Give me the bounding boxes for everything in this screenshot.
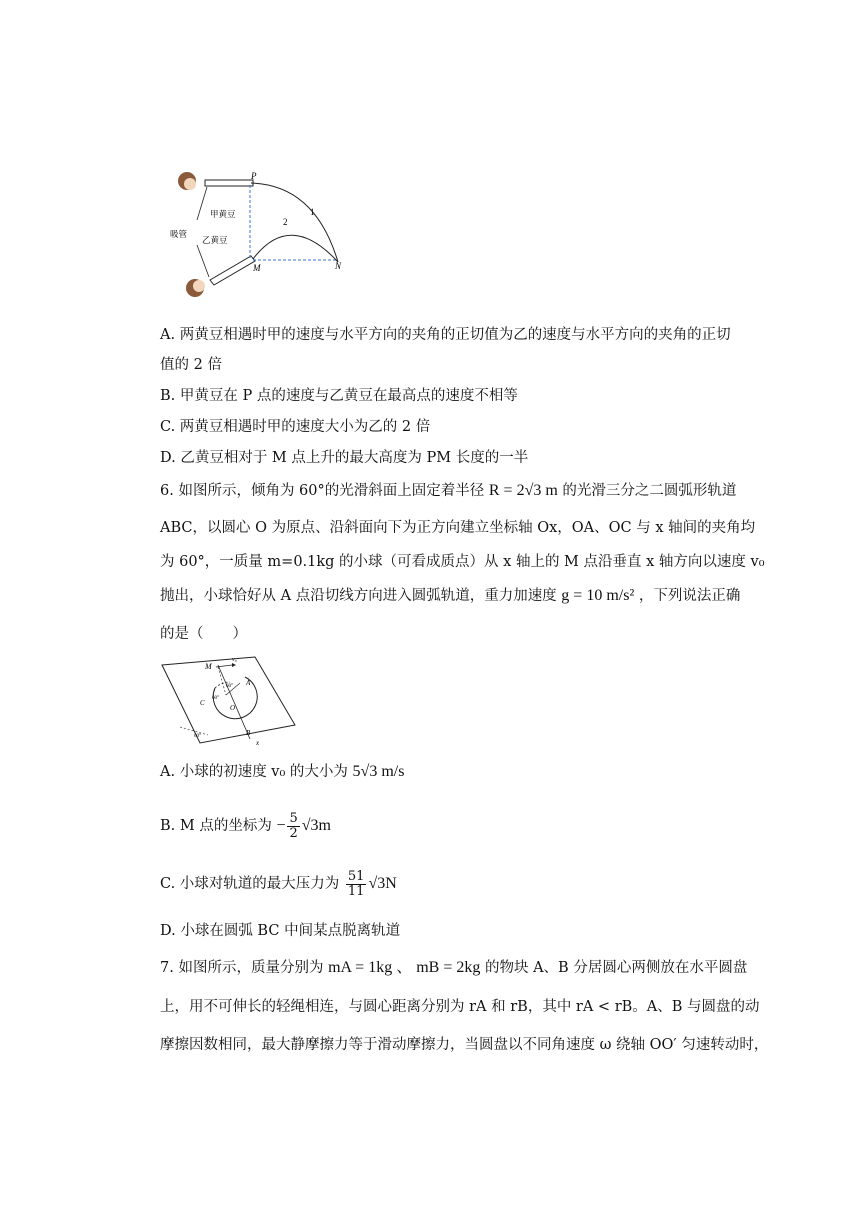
incline-plane	[162, 657, 295, 743]
q6-stem-line1: 6. 如图所示，倾角为 60°的光滑斜面上固定着半径 R = 2√3 m 的光滑三分之二圆弧形轨道	[160, 482, 737, 499]
lower-person-icon	[186, 279, 205, 297]
fig2-label-A: A	[246, 679, 251, 687]
soybean-trajectory-figure	[165, 165, 365, 305]
label-2: 2	[283, 217, 288, 227]
fig2-label-O: O	[230, 704, 236, 712]
q5-option-b: B. 甲黄豆在 P 点的速度与乙黄豆在最高点的速度不相等	[160, 388, 518, 404]
q7-stem-line2: 上，用不可伸长的轻绳相连，与圆心距离分别为 rA 和 rB，其中 rA < rB。A、B 与圆盘的动	[160, 999, 760, 1015]
q6-option-a: A. 小球的初速度 v₀ 的大小为 5√3 m/s	[160, 763, 405, 780]
label-straw: 吸管	[170, 230, 188, 240]
gravity-formula: g = 10 m/s²	[561, 587, 635, 604]
fig2-label-60a: 60°	[226, 684, 233, 689]
q6-option-c: C. 小球对轨道的最大压力为 $\frac{51}{11}$ √3N	[160, 868, 397, 899]
q5-option-c: C. 两黄豆相遇时甲的速度大小为乙的 2 倍	[160, 419, 431, 435]
upper-straw	[205, 180, 253, 186]
q6-option-a-value: 5√3 m/s	[352, 763, 405, 780]
q7-stem-line1: 7. 如图所示，质量分别为 mA = 1kg 、 mB = 2kg 的物块 A、B 分居圆心两侧放在水平圆盘	[160, 959, 748, 976]
fig2-label-M: M	[205, 662, 212, 671]
fig2-label-C: C	[200, 699, 205, 707]
q6-stem-line2: ABC，以圆心 O 为原点、沿斜面向下为正方向建立坐标轴 Ox，OA、OC 与 x 轴间的夹角均	[160, 520, 756, 536]
label-yi: 乙黄豆	[202, 236, 228, 246]
label-P: P	[251, 171, 257, 181]
q5-option-a-line1: A. 两黄豆相遇时甲的速度与水平方向的夹角的正切值为乙的速度与水平方向的夹角的正切	[160, 327, 731, 343]
fig2-label-60c: 60°	[194, 734, 201, 739]
upper-person-icon	[178, 172, 196, 190]
label-jia: 甲黄豆	[210, 210, 236, 220]
fig2-label-v0: v₀	[232, 657, 237, 663]
fig2-label-60b: 60°	[212, 696, 219, 701]
q5-option-d: D. 乙黄豆相对于 M 点上升的最大高度为 PM 长度的一半	[160, 450, 529, 466]
mass-formula: mA = 1kg 、 mB = 2kg	[328, 959, 481, 976]
label-1: 1	[310, 207, 315, 217]
lower-straw	[210, 256, 255, 285]
fig2-label-B: B	[246, 729, 251, 737]
q7-stem-line3: 摩擦因数相同，最大静摩擦力等于滑动摩擦力，当圆盘以不同角速度 ω 绕轴 OO′ 匀速转动时，	[160, 1037, 769, 1053]
q6-option-c-fraction: $\frac{51}{11}$	[347, 868, 365, 899]
q6-stem-line5: 的是（ ）	[160, 626, 247, 642]
circular-track	[213, 677, 257, 719]
q6-option-d: D. 小球在圆弧 BC 中间某点脱离轨道	[160, 923, 401, 939]
q5-option-a-line2: 值的 2 倍	[160, 357, 222, 373]
fig2-label-x: x	[256, 739, 260, 747]
label-N: N	[335, 261, 342, 271]
trajectory-2	[253, 235, 338, 262]
q6-option-b-fraction: $\frac{5}{2}$	[289, 810, 298, 841]
q6-option-b: B. M 点的坐标为 − $\frac{5}{2}$ √3m	[160, 810, 331, 841]
label-M: M	[253, 263, 261, 273]
incline-track-figure	[160, 655, 300, 750]
radius-formula: R = 2√3 m	[488, 482, 558, 499]
q6-stem-line3: 为 60°，一质量 m=0.1kg 的小球（可看成质点）从 x 轴上的 M 点沿垂直 x 轴方向以速度 v₀	[160, 554, 765, 570]
q6-stem-line4: 抛出，小球恰好从 A 点沿切线方向进入圆弧轨道，重力加速度 g = 10 m/s² ，下列说法正确	[160, 587, 741, 604]
